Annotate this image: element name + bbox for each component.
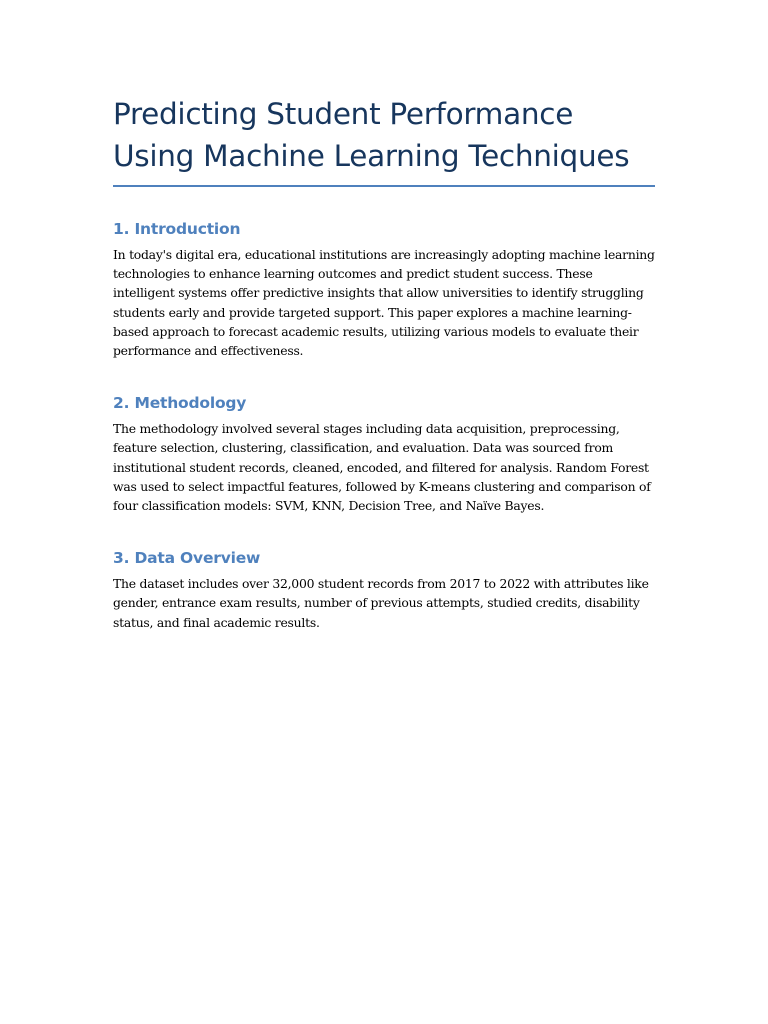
section-body: The methodology involved several stages including data acquisition, preprocessing, feature selection, clustering, classification, and evaluation. Data was sourced from institutional student records, cleaned, encoded, and filtered for analysis. Random Forest was used to select impactful features, followed by K-means clustering and comparison of four classification models: SVM, KNN, Decision Tree, and Naïve Bayes.: [113, 421, 651, 514]
document-title: Predicting Student Performance Using Machine Learning Techniques: [113, 97, 630, 173]
section-heading: 2. Methodology: [113, 394, 247, 413]
section-body: In today's digital era, educational institutions are increasingly adopting machine learning technologies to enhance learning outcomes and predict student success. These intelligent systems offer predictive insights that allow universities to identify struggling students early and provide targeted support. This paper explores a machine learning-based approach to forecast academic results, utilizing various models to evaluate their performance and effectiveness.: [113, 247, 655, 359]
section-heading: 3. Data Overview: [113, 549, 261, 568]
document-page: [113, 93, 655, 632]
title-divider: [113, 185, 655, 187]
section-heading: 1. Introduction: [113, 220, 241, 238]
section-body: The dataset includes over 32,000 student records from 2017 to 2022 with attributes like gender, entrance exam results, number of previous attempts, studied credits, disability status, and final academic results.: [113, 576, 649, 630]
section-methodology: [113, 393, 655, 515]
section-data-overview: [113, 548, 655, 632]
section-introduction: [113, 219, 655, 360]
